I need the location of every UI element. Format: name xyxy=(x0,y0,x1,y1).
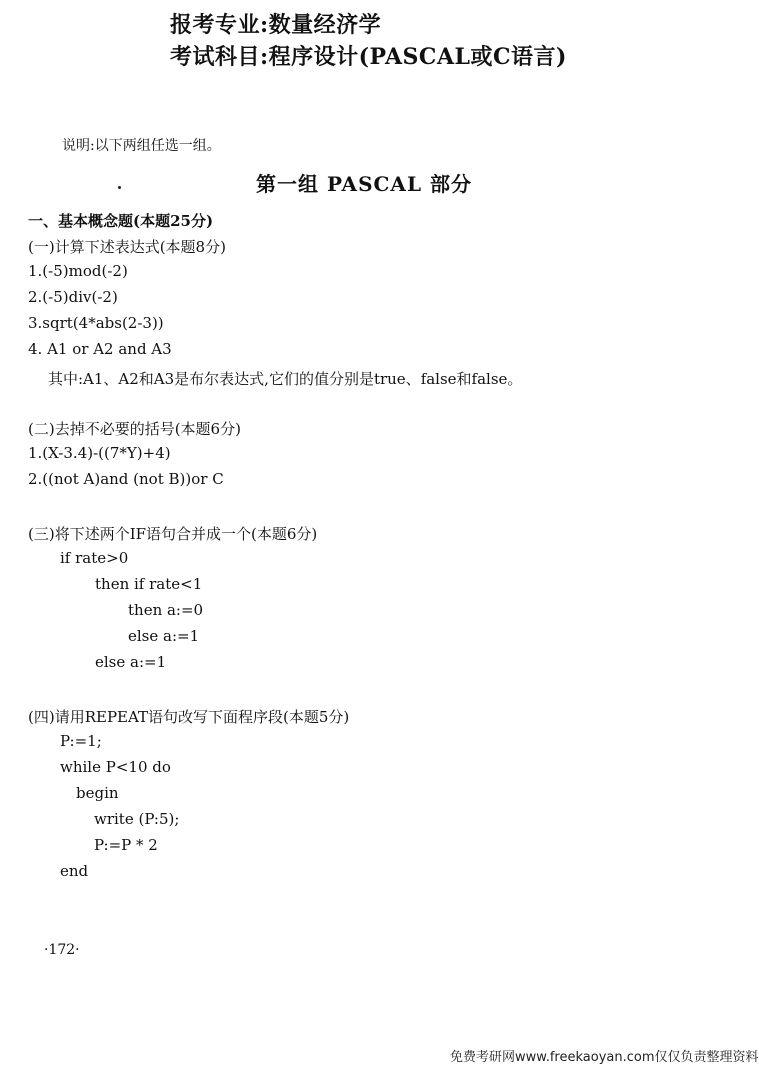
part1-title: 一、基本概念题(本题25分) xyxy=(28,212,214,230)
q1-item-1: 1.(-5)mod(-2) xyxy=(28,262,128,280)
q4-code-3: begin xyxy=(76,784,119,802)
q4-code-1: P:=1; xyxy=(60,732,102,750)
footer-watermark: 免费考研网www.freekaoyan.com仅仅负责整理资料 xyxy=(450,1050,759,1065)
q1-title: (一)计算下述表达式(本题8分) xyxy=(28,238,226,256)
stray-dot xyxy=(118,186,121,189)
header-subject: 考试科目:程序设计(PASCAL或C语言) xyxy=(170,44,567,70)
q2-title: (二)去掉不必要的括号(本题6分) xyxy=(28,420,241,438)
instruction-note: 说明:以下两组任选一组。 xyxy=(62,138,221,154)
q1-note: 其中:A1、A2和A3是布尔表达式,它们的值分别是true、false和false。 xyxy=(48,370,523,388)
group-title: 第一组 PASCAL 部分 xyxy=(256,172,472,196)
q4-code-4: write (P:5); xyxy=(94,810,180,828)
page-number: ·172· xyxy=(44,942,80,958)
q1-item-2: 2.(-5)div(-2) xyxy=(28,288,118,306)
q3-code-5: else a:=1 xyxy=(95,653,167,671)
q2-item-2: 2.((not A)and (not B))or C xyxy=(28,470,224,488)
q4-code-2: while P<10 do xyxy=(60,758,171,776)
q1-item-3: 3.sqrt(4*abs(2-3)) xyxy=(28,314,164,332)
q3-code-3: then a:=0 xyxy=(128,601,204,619)
q4-code-5: P:=P * 2 xyxy=(94,836,158,854)
q4-title: (四)请用REPEAT语句改写下面程序段(本题5分) xyxy=(28,708,350,726)
q3-code-1: if rate>0 xyxy=(60,549,129,567)
q4-code-6: end xyxy=(60,862,89,880)
q3-code-2: then if rate<1 xyxy=(95,575,203,593)
header-major: 报考专业:数量经济学 xyxy=(170,12,382,38)
q1-item-4: 4. A1 or A2 and A3 xyxy=(28,340,172,358)
q2-item-1: 1.(X-3.4)-((7*Y)+4) xyxy=(28,444,171,462)
q3-title: (三)将下述两个IF语句合并成一个(本题6分) xyxy=(28,525,318,543)
q3-code-4: else a:=1 xyxy=(128,627,200,645)
